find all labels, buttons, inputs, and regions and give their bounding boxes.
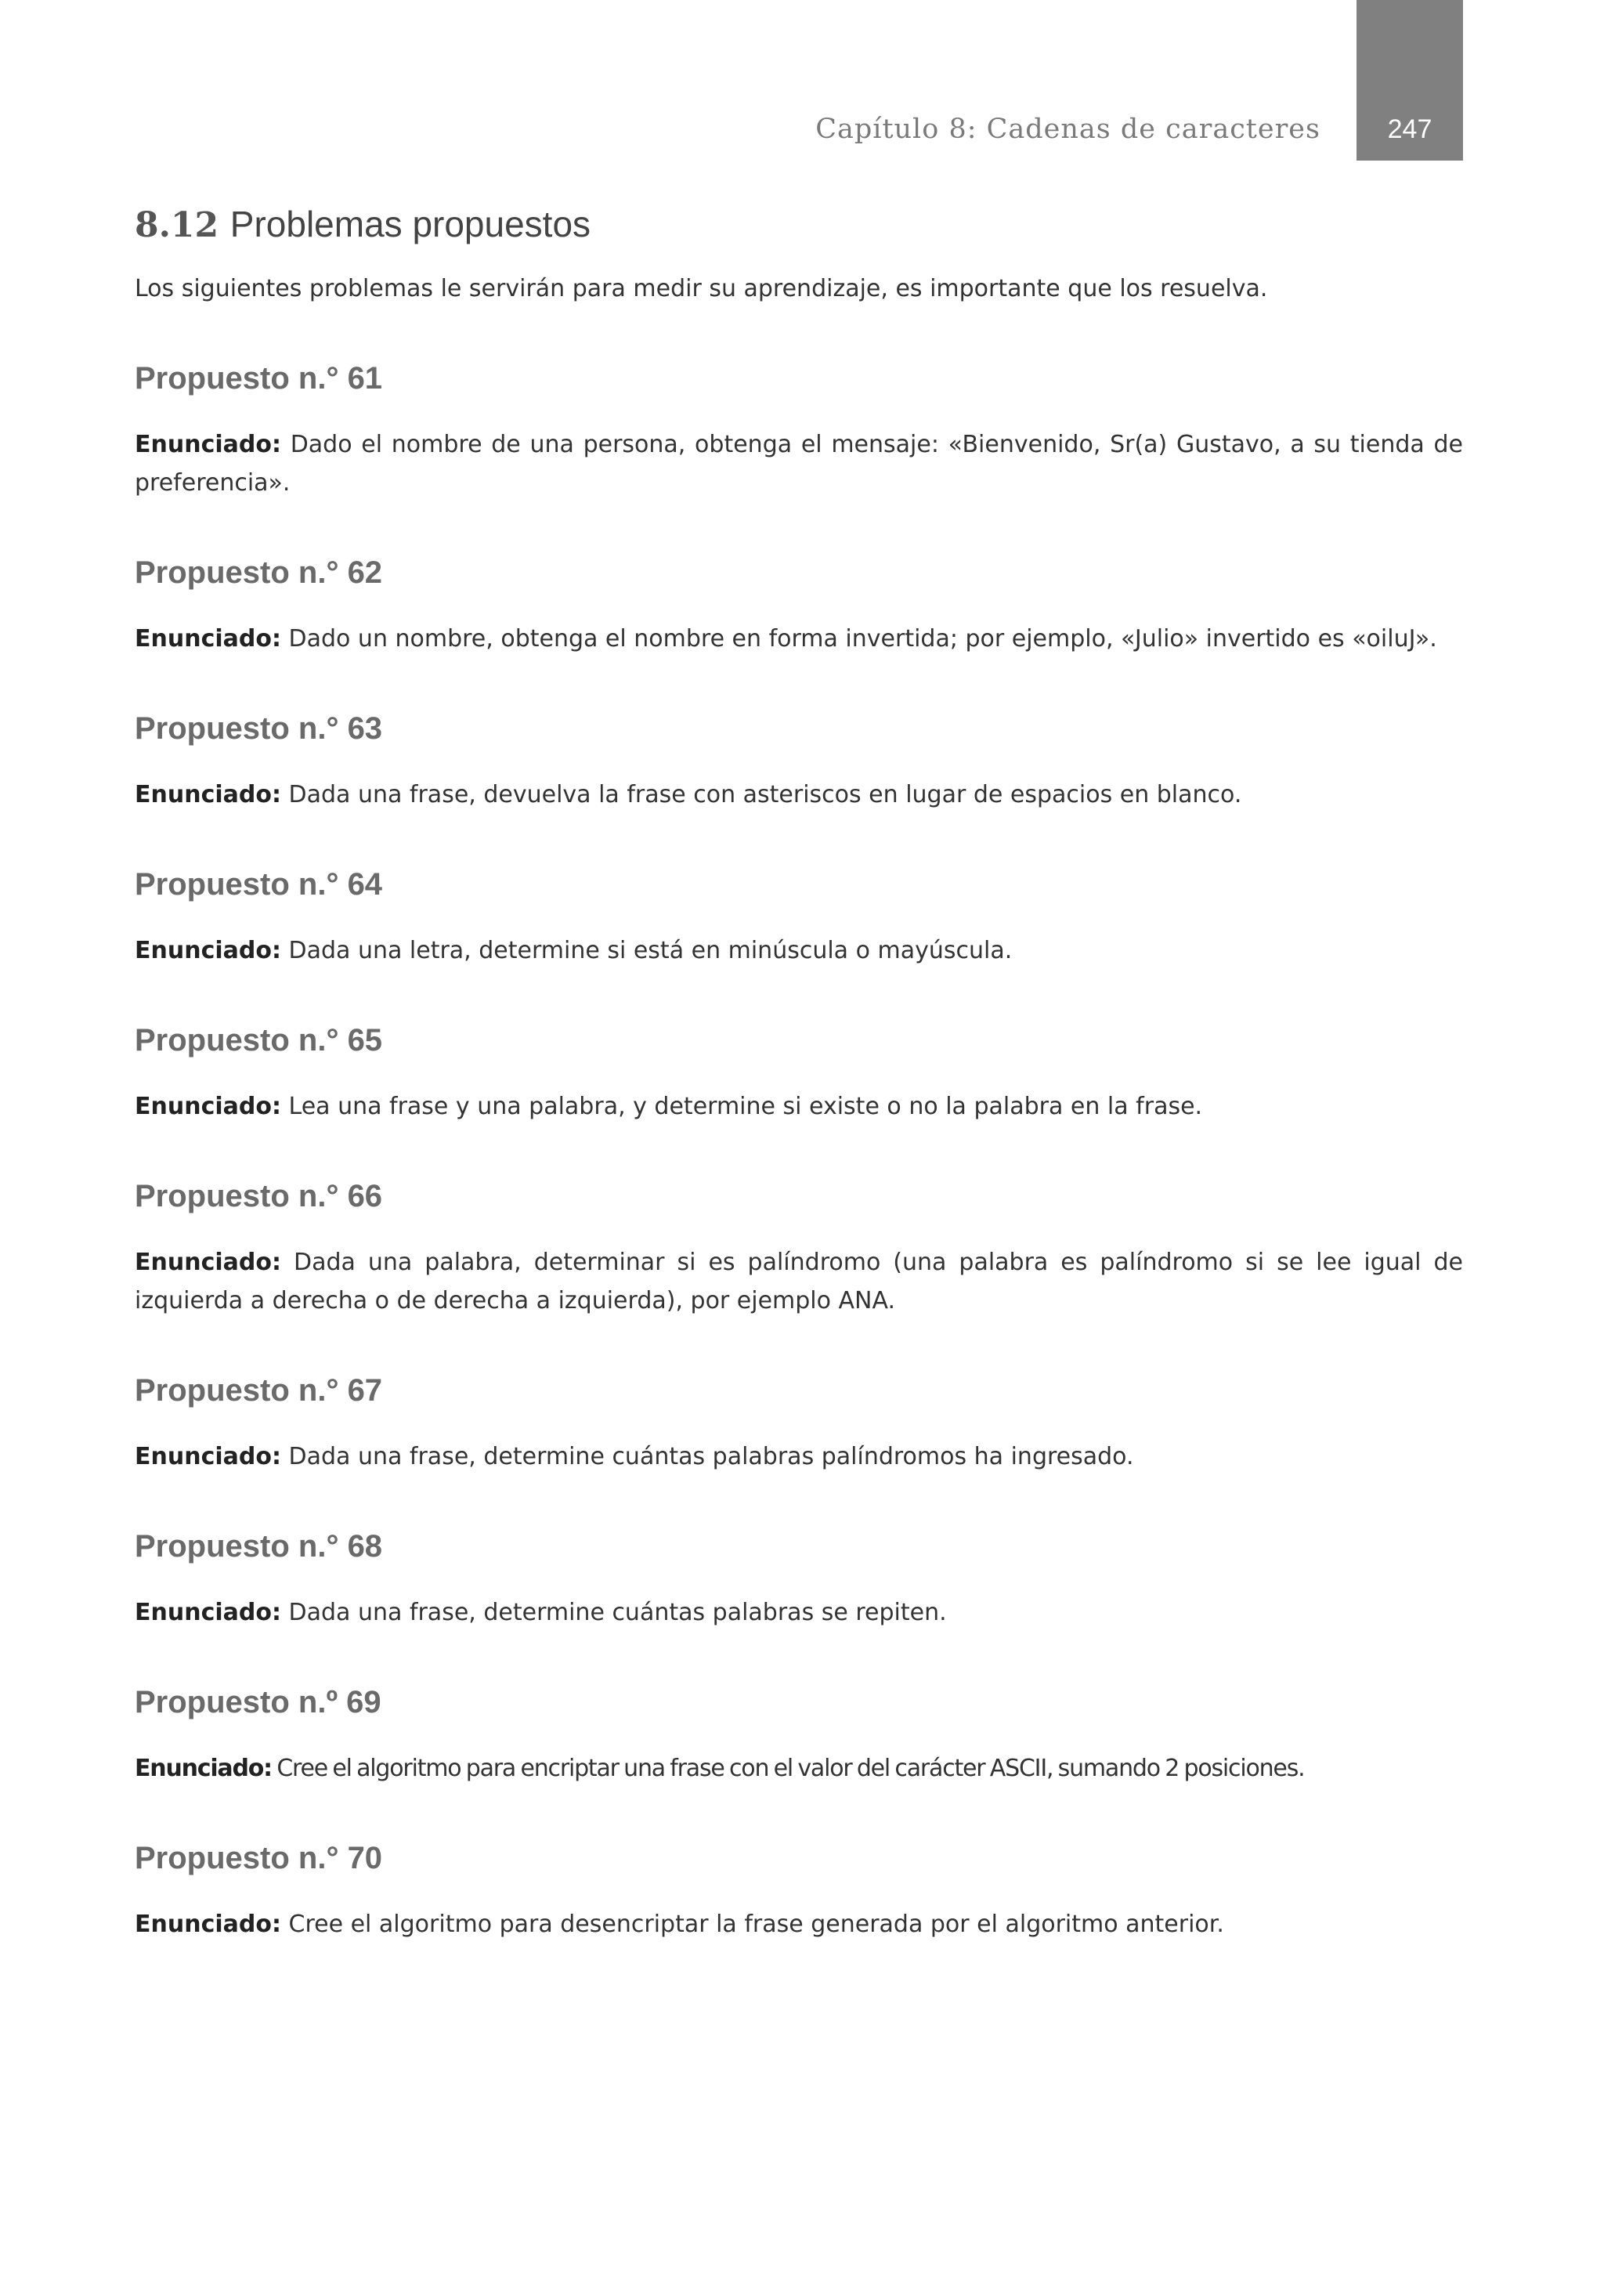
section-intro: Los siguientes problemas le servirán para medir su aprendizaje, es importante que los resuelva. bbox=[135, 275, 1268, 302]
problem-statement bbox=[135, 1243, 1463, 1320]
problem-61 bbox=[135, 355, 1463, 502]
statement-text: Dado un nombre, obtenga el nombre en forma invertida; por ejemplo, «Julio» invertido es «oiluJ». bbox=[288, 625, 1437, 653]
statement-text: Cree el algoritmo para desencriptar la frase generada por el algoritmo anterior. bbox=[288, 1911, 1224, 1938]
problem-statement bbox=[135, 1087, 1463, 1126]
section-number: 8.12 bbox=[135, 205, 219, 245]
statement-label: Enunciado: bbox=[135, 781, 281, 808]
problem-63 bbox=[135, 705, 1463, 814]
statement-text: Cree el algoritmo para encriptar una frase con el valor del carácter ASCII, sumando 2 posiciones. bbox=[276, 1755, 1305, 1782]
statement-text: Lea una frase y una palabra, y determine si existe o no la palabra en la frase. bbox=[288, 1093, 1203, 1120]
problem-title: Propuesto n.° 65 bbox=[135, 1023, 383, 1058]
page-content bbox=[135, 199, 1463, 1943]
problem-statement bbox=[135, 1905, 1463, 1943]
problem-70 bbox=[135, 1835, 1463, 1943]
problem-statement bbox=[135, 425, 1463, 502]
statement-text: Dada una frase, determine cuántas palabras palíndromos ha ingresado. bbox=[288, 1443, 1134, 1470]
problem-66 bbox=[135, 1173, 1463, 1320]
statement-text: Dada una palabra, determinar si es palíndromo (una palabra es palíndromo si se lee igual de izquierda a derecha o de derecha a izquierda), por ejemplo ANA. bbox=[135, 1249, 1463, 1314]
problem-statement bbox=[135, 620, 1463, 658]
problem-67 bbox=[135, 1367, 1463, 1476]
statement-label: Enunciado: bbox=[135, 1911, 281, 1938]
problem-title: Propuesto n.° 61 bbox=[135, 361, 383, 396]
statement-label: Enunciado: bbox=[135, 1755, 272, 1782]
statement-text: Dado el nombre de una persona, obtenga el mensaje: «Bienvenido, Sr(a) Gustavo, a su tienda de preferencia». bbox=[135, 431, 1463, 497]
problem-title: Propuesto n.° 62 bbox=[135, 555, 383, 590]
statement-text: Dada una frase, determine cuántas palabras se repiten. bbox=[288, 1599, 947, 1626]
statement-label: Enunciado: bbox=[135, 1443, 281, 1470]
statement-label: Enunciado: bbox=[135, 1093, 281, 1120]
statement-label: Enunciado: bbox=[135, 1249, 281, 1276]
problem-statement bbox=[135, 776, 1463, 814]
section-title bbox=[135, 199, 1463, 251]
section-title-text: Problemas propuestos bbox=[229, 204, 591, 244]
running-head: Capítulo 8: Cadenas de caracteres bbox=[815, 114, 1320, 145]
problem-title: Propuesto n.° 70 bbox=[135, 1841, 383, 1875]
problem-statement bbox=[135, 931, 1463, 970]
problem-title: Propuesto n.° 67 bbox=[135, 1373, 383, 1408]
problem-62 bbox=[135, 549, 1463, 658]
problem-title: Propuesto n.° 63 bbox=[135, 711, 383, 746]
problem-title: Propuesto n.° 66 bbox=[135, 1179, 383, 1213]
page-number: 247 bbox=[1387, 114, 1432, 144]
problem-68 bbox=[135, 1523, 1463, 1632]
statement-text: Dada una frase, devuelva la frase con asteriscos en lugar de espacios en blanco. bbox=[288, 781, 1242, 808]
problem-64 bbox=[135, 861, 1463, 970]
problem-title: Propuesto n.° 68 bbox=[135, 1529, 383, 1564]
problem-title: Propuesto n.° 64 bbox=[135, 867, 383, 902]
problem-statement bbox=[135, 1437, 1463, 1476]
statement-label: Enunciado: bbox=[135, 937, 281, 964]
statement-label: Enunciado: bbox=[135, 625, 281, 653]
statement-label: Enunciado: bbox=[135, 431, 281, 458]
problem-statement bbox=[135, 1593, 1463, 1632]
problem-title: Propuesto n.º 69 bbox=[135, 1685, 381, 1719]
problem-statement bbox=[135, 1749, 1463, 1788]
problem-69 bbox=[135, 1679, 1463, 1788]
statement-label: Enunciado: bbox=[135, 1599, 281, 1626]
statement-text: Dada una letra, determine si está en minúscula o mayúscula. bbox=[288, 937, 1013, 964]
problem-65 bbox=[135, 1017, 1463, 1126]
